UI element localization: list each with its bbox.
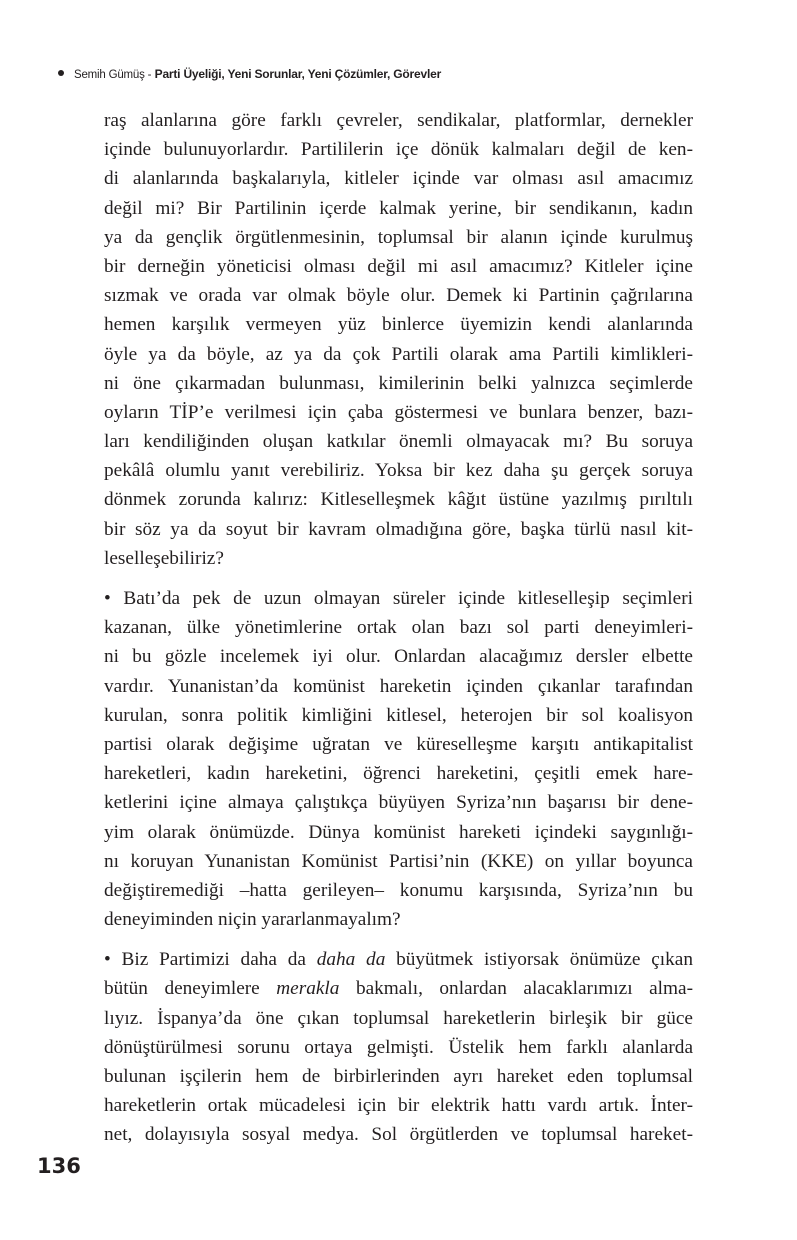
text-line: ni öne çıkarmadan bulunması, kimilerinin belki yalnızca seçimlerde <box>104 372 693 394</box>
text-line: net, dolayısıyla sosyal medya. Sol örgütlerden ve toplumsal hareket- <box>104 1124 693 1146</box>
paragraph-gap <box>104 934 693 945</box>
text-line: partisi olarak değişime uğratan ve küreselleşme karşıtı antikapitalist <box>104 733 693 755</box>
text-line: deneyiminden niçin yararlanmayalım? <box>104 909 401 931</box>
running-head-author: Semih Gümüş - <box>74 69 152 81</box>
text-line: ni bu gözle incelemek iyi olur. Onlardan alacağımız dersler elbette <box>104 646 693 668</box>
bullet-icon <box>58 70 64 76</box>
text-run: büyütmek istiyorsak önümüze çıkan <box>385 949 693 971</box>
text-line: ları kendiliğinden oluşan katkılar önemli olmayacak mı? Bu soruya <box>104 431 693 453</box>
text-line: ya da gençlik örgütlenmesinin, toplumsal bir alanın içinde kurulmuş <box>104 226 693 248</box>
text-line: bir söz ya da soyut bir kavram olmadığına göre, başka türlü nasıl kit- <box>104 518 693 540</box>
text-line: değiştiremediği –hatta gerileyen– konumu karşısında, Syriza’nın bu <box>104 879 693 901</box>
text-line: di alanlarında başkalarıyla, kitleler içinde var olması asıl amacımız <box>104 168 693 190</box>
text-line: kazanan, ülke yönetimlerine ortak olan bazı sol parti deneyimleri- <box>104 617 693 639</box>
paragraph-gap <box>104 573 693 584</box>
text-run: • Biz Partimizi daha da <box>104 949 317 971</box>
text-line: oyların TİP’e verilmesi için çaba göstermesi ve bunlara benzer, bazı- <box>104 401 693 423</box>
text-line: bir derneğin yöneticisi olması değil mi asıl amacımız? Kitleler içine <box>104 255 693 277</box>
body-text <box>104 106 693 1150</box>
text-line: leselleşebiliriz? <box>104 547 224 569</box>
paragraph-1 <box>104 106 693 573</box>
paragraph-3 <box>104 945 693 1149</box>
text-line: dönüştürülmesi sorunu ortaya gelmişti. Üstelik hem farklı alanlarda <box>104 1036 693 1058</box>
text-line <box>104 945 693 974</box>
text-line: hareketleri, kadın hareketini, öğrenci hareketini, çeşitli emek hare- <box>104 763 693 785</box>
text-line: pekâlâ olumlu yanıt verebiliriz. Yoksa bir kez daha şu gerçek soruya <box>104 460 693 482</box>
text-line: içinde bulunuyorlardır. Partililerin içe dönük kalmaları değil de ken- <box>104 139 693 161</box>
emphasis: daha da <box>316 949 386 971</box>
text-line: raş alanlarına göre farklı çevreler, sendikalar, platformlar, dernekler <box>104 110 693 131</box>
text-line: öyle ya da böyle, az ya da çok Partili olarak ama Partili kimlikleri- <box>104 343 693 365</box>
text-line: nı koruyan Yunanistan Komünist Partisi’nin (KKE) on yıllar boyunca <box>104 850 693 872</box>
text-line: kurulan, sonra politik kimliğini kitlesel, heterojen bir sol koalisyon <box>104 704 693 726</box>
text-line: vardır. Yunanistan’da komünist hareketin içinden çıkanlar tarafından <box>104 675 693 697</box>
text-line: değil mi? Bir Partilinin içerde kalmak yerine, bir sendikanın, kadın <box>104 197 693 219</box>
text-line: hareketlerin ortak mücadelesi için bir elektrik hattı vardı artık. İnter- <box>104 1095 693 1117</box>
running-head-title: Parti Üyeliği, Yeni Sorunlar, Yeni Çözümler, Görevler <box>154 67 442 81</box>
text-line: yim olarak önümüzde. Dünya komünist hareketi içindeki saygınlığı- <box>104 821 693 843</box>
text-run: bakmalı, onlardan alacaklarımızı alma- <box>339 978 693 1000</box>
text-line: bulunan işçilerin hem de birbirlerinden ayrı hareket eden toplumsal <box>104 1066 693 1087</box>
emphasis: merakla <box>276 978 340 1000</box>
text-line: dönmek zorunda kalırız: Kitleselleşmek kâğıt üstüne yazılmış pırıltılı <box>104 489 693 511</box>
text-line: sızmak ve orada var olmak böyle olur. Demek ki Partinin çağrılarına <box>104 285 693 307</box>
text-run: bütün deneyimlere <box>104 978 277 1000</box>
text-line: ketlerini içine almaya çalıştıkça büyüyen Syriza’nın başarısı bir dene- <box>104 792 693 814</box>
text-line: lıyız. İspanya’da öne çıkan toplumsal hareketlerin birleşik bir güce <box>104 1007 693 1029</box>
running-head <box>58 66 441 83</box>
text-line <box>104 974 693 1003</box>
text-line: hemen karşılık vermeyen yüz binlerce üyemizin kendi alanlarında <box>104 314 693 336</box>
text-line: • Batı’da pek de uzun olmayan süreler içinde kitleselleşip seçimleri <box>104 588 693 609</box>
paragraph-2 <box>104 584 693 934</box>
page-number: 136 <box>37 1154 81 1178</box>
